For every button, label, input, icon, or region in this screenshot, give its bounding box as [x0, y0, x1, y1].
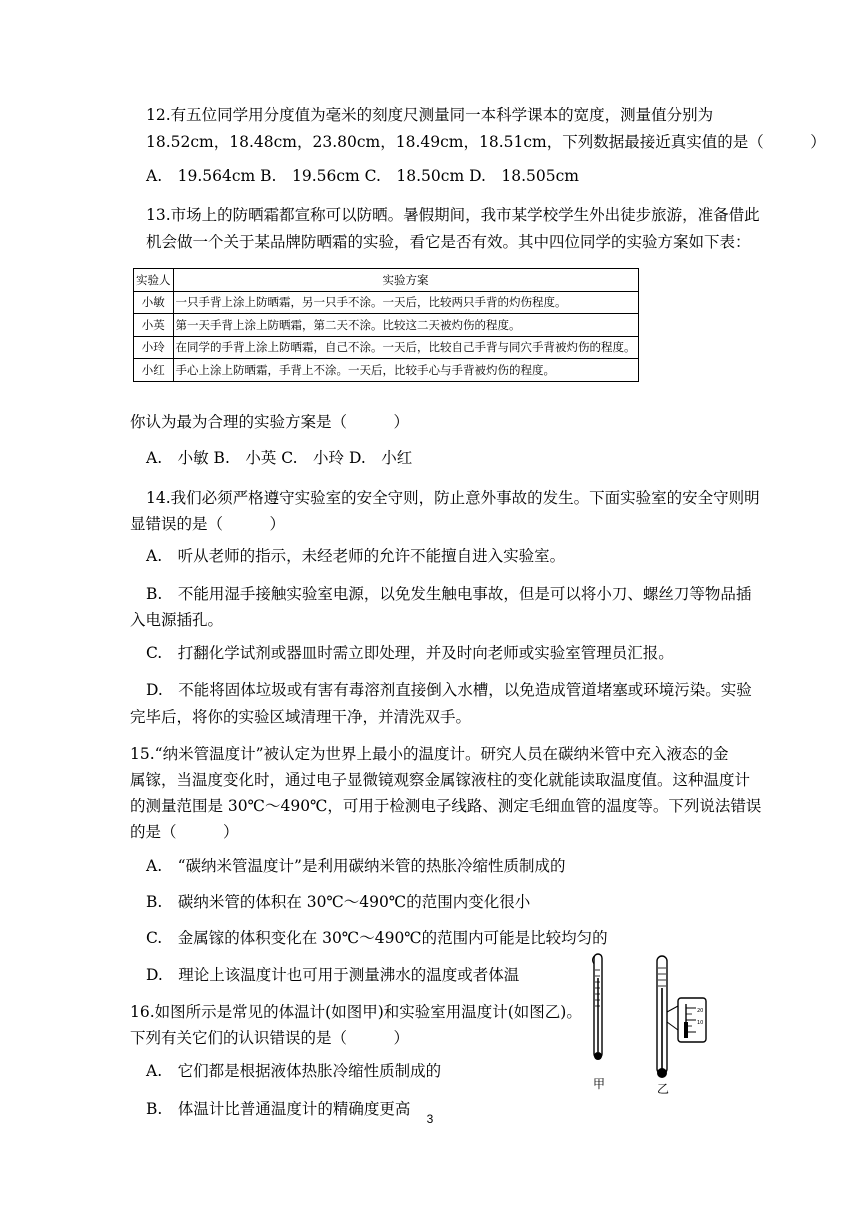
figure-label-jia: 甲 [593, 1077, 606, 1091]
q16-option-a: A. 它们都是根据液体热胀冷缩性质制成的 [146, 1062, 442, 1080]
table-cell-person: 小敏 [134, 291, 174, 314]
table-cell-plan: 一只手背上涂上防晒霜，另一只手不涂。一天后，比较两只手背的灼伤程度。 [173, 291, 638, 314]
table-header-person: 实验人 [134, 269, 174, 292]
table-cell-person: 小英 [134, 314, 174, 337]
table-cell-person: 小红 [134, 359, 174, 382]
table-header-plan: 实验方案 [173, 269, 638, 292]
svg-text:20: 20 [697, 1008, 704, 1014]
q13-stem-line1: 13.市场上的防晒霜都宣称可以防晒。暑假期间，我市某学校学生外出徒步旅游，准备借此 [146, 206, 760, 224]
q15-option-b: B. 碳纳米管的体积在 30℃～490℃的范围内变化很小 [146, 893, 531, 911]
q13-stem-line2: 机会做一个关于某品牌防晒霜的实验，看它是否有效。其中四位同学的实验方案如下表： [146, 233, 751, 251]
q14-option-b-line1: B. 不能用湿手接触实验室电源，以免发生触电事故，但是可以将小刀、螺丝刀等物品插 [146, 585, 752, 603]
q14-option-d-line2: 完毕后，将你的实验区域清理干净，并清洗双手。 [130, 708, 472, 726]
lab-thermometer-icon [657, 956, 706, 1078]
q15-stem-line1: 15.“纳米管温度计”被认定为世界上最小的温度计。研究人员在碳纳米管中充入液态的金 [130, 745, 729, 763]
thermometer-figure [580, 948, 720, 1098]
q14-stem-line2: 显错误的是（ ） [130, 515, 286, 533]
q15-stem-line2: 属镓，当温度变化时，通过电子显微镜观察金属镓液柱的变化就能读取温度值。这种温度计 [130, 771, 751, 789]
table-cell-plan: 第一天手背上涂上防晒霜，第二天不涂。比较这二天被灼伤的程度。 [173, 314, 638, 337]
q15-option-a: A. “碳纳米管温度计”是利用碳纳米管的热胀冷缩性质制成的 [146, 857, 566, 875]
q16-stem-line1: 16.如图所示是常见的体温计(如图甲)和实验室用温度计(如图乙)。 [130, 1003, 582, 1021]
q14-option-c: C. 打翻化学试剂或器皿时需立即处理，并及时向老师或实验室管理员汇报。 [146, 644, 674, 662]
table-row [134, 314, 639, 337]
table-cell-person: 小玲 [134, 336, 174, 359]
q14-option-d-line1: D. 不能将固体垃圾或有害有毒溶剂直接倒入水槽，以免造成管道堵塞或环境污染。实验 [146, 681, 752, 699]
q14-stem-line1: 14.我们必须严格遵守实验室的安全守则，防止意外事故的发生。下面实验室的安全守则明 [146, 489, 760, 507]
q14-option-b-line2: 入电源插孔。 [130, 611, 224, 629]
q12-stem-line2: 18.52cm，18.48cm，23.80cm，18.49cm，18.51cm，下列数据最接近真实值的是（ ） [146, 133, 826, 151]
table-row [134, 359, 639, 382]
q13-options: A. 小敏 B. 小英 C. 小玲 D. 小红 [146, 449, 413, 467]
q15-option-d: D. 理论上该温度计也可用于测量沸水的温度或者体温 [146, 966, 520, 984]
q12-options: A. 19.564cm B. 19.56cm C. 18.50cm D. 18.505cm [146, 167, 579, 185]
q16-option-b: B. 体温计比普通温度计的精确度更高 [146, 1100, 411, 1118]
svg-text:10: 10 [697, 1020, 704, 1026]
q14-option-a: A. 听从老师的指示，未经老师的允许不能擅自进入实验室。 [146, 547, 566, 565]
clinical-thermometer-icon [593, 954, 603, 1060]
figure-label-yi: 乙 [657, 1082, 670, 1096]
q15-option-c: C. 金属镓的体积变化在 30℃～490℃的范围内可能是比较均匀的 [146, 929, 608, 947]
q15-stem-line4: 的是（ ） [130, 823, 239, 841]
page-number: 3 [426, 1112, 434, 1126]
table-cell-plan: 手心上涂上防晒霜，手背上不涂。一天后，比较手心与手背被灼伤的程度。 [173, 359, 638, 382]
q15-stem-line3: 的测量范围是 30℃～490℃，可用于检测电子线路、测定毛细血管的温度等。下列说法错误 [130, 797, 762, 815]
table-cell-plan: 在同学的手背上涂上防晒霜，自己不涂。一天后，比较自己手背与同穴手背被灼伤的程度。 [173, 336, 638, 359]
table-row [134, 336, 639, 359]
table-row [134, 291, 639, 314]
q12-stem-line1: 12.有五位同学用分度值为毫米的刻度尺测量同一本科学课本的宽度，测量值分别为 [146, 106, 714, 124]
q13-question: 你认为最为合理的实验方案是（ ） [130, 413, 410, 431]
q16-stem-line2: 下列有关它们的认识错误的是（ ） [130, 1029, 410, 1047]
experiment-plan-table [133, 268, 639, 382]
